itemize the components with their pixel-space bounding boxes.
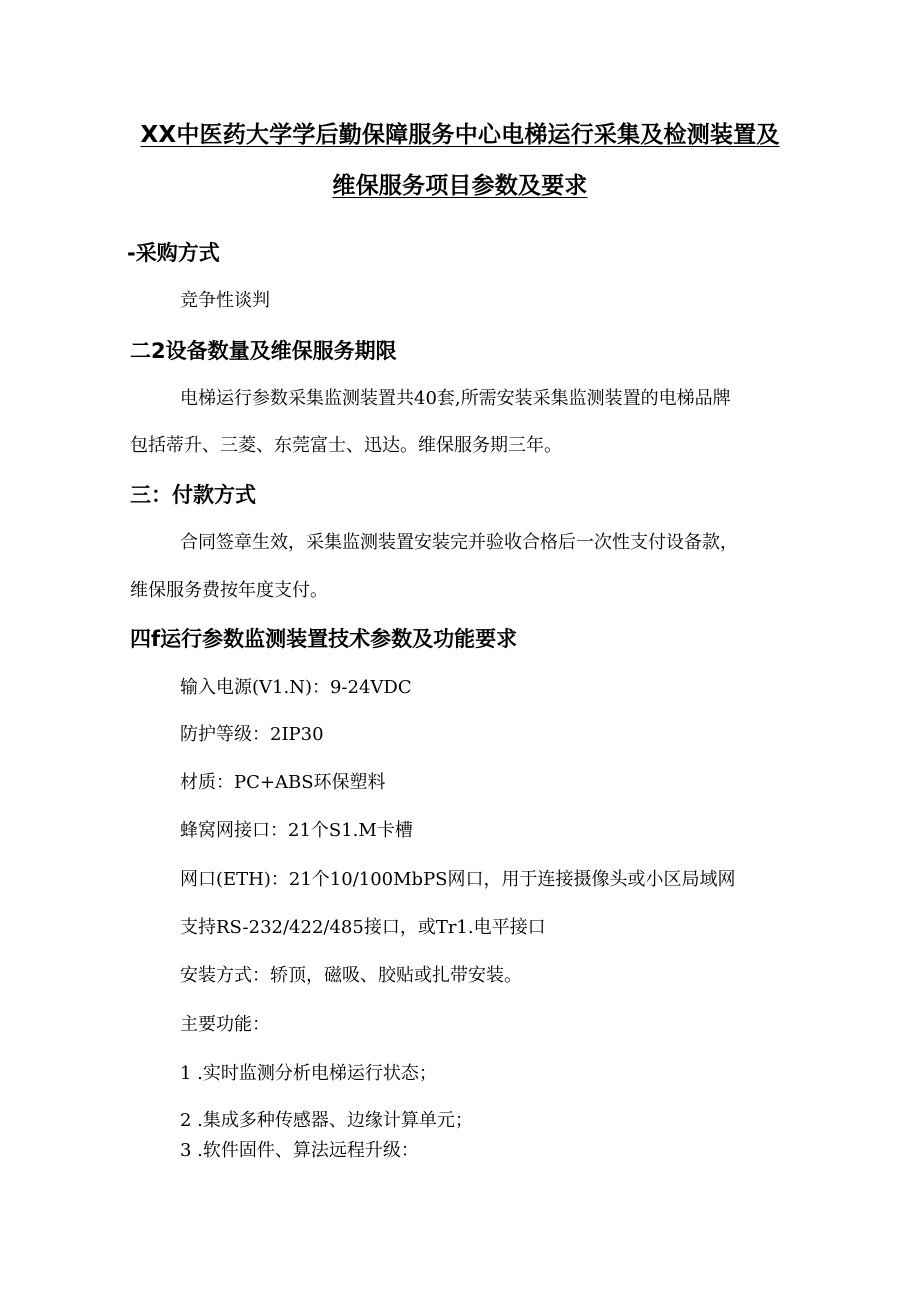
spec-installation-method: 安装方式：轿顶，磁吸、胶贴或扎带安装。 [180,965,522,986]
section-2-body-line-1: 电梯运行参数采集监测装置共40套,所需安装采集监测装置的电梯品牌 [180,388,731,409]
section-3-body-line-1: 合同签章生效，采集监测装置安装完并验收合格后一次性支付设备款， [180,532,738,553]
function-item-3: 3 .软件固件、算法远程升级： [180,1140,419,1161]
spec-serial-interface: 支持RS-232/422/485接口，或Tr1.电平接口 [180,917,546,938]
spec-ethernet-port: 网口(ETH)：21个10/100MbPS网口，用于连接摄像头或小区局域网 [180,869,736,890]
section-2-heading: 二2设备数量及维保服务期限 [130,339,397,363]
document-title-line-1: XX中医药大学学后勤保障服务中心电梯运行采集及检测装置及 [140,122,780,148]
document-title-line-2: 维保服务项目参数及要求 [332,173,588,199]
spec-protection-level: 防护等级：2IP30 [180,724,324,745]
spec-input-power: 输入电源(V1.N)：9-24VDC [180,677,412,698]
section-3-body-line-2: 维保服务费按年度支付。 [130,580,328,601]
section-3-heading: 三：付款方式 [130,483,256,507]
function-item-2: 2 .集成多种传感器、边缘计算单元； [180,1110,473,1131]
section-2-body-line-2: 包括蒂升、三菱、东莞富士、迅达。维保服务期三年。 [130,435,562,456]
spec-material: 材质：PC+ABS环保塑料 [180,772,386,793]
section-1-body: 竞争性谈判 [180,290,270,311]
function-item-1: 1 .实时监测分析电梯运行状态； [180,1063,437,1084]
section-1-heading: -采购方式 [127,241,220,265]
spec-main-functions-label: 主要功能： [180,1014,270,1035]
spec-cellular-interface: 蜂窝网接口：21个S1.M卡槽 [180,820,413,841]
section-4-heading: 四f运行参数监测装置技术参数及功能要求 [130,627,518,651]
